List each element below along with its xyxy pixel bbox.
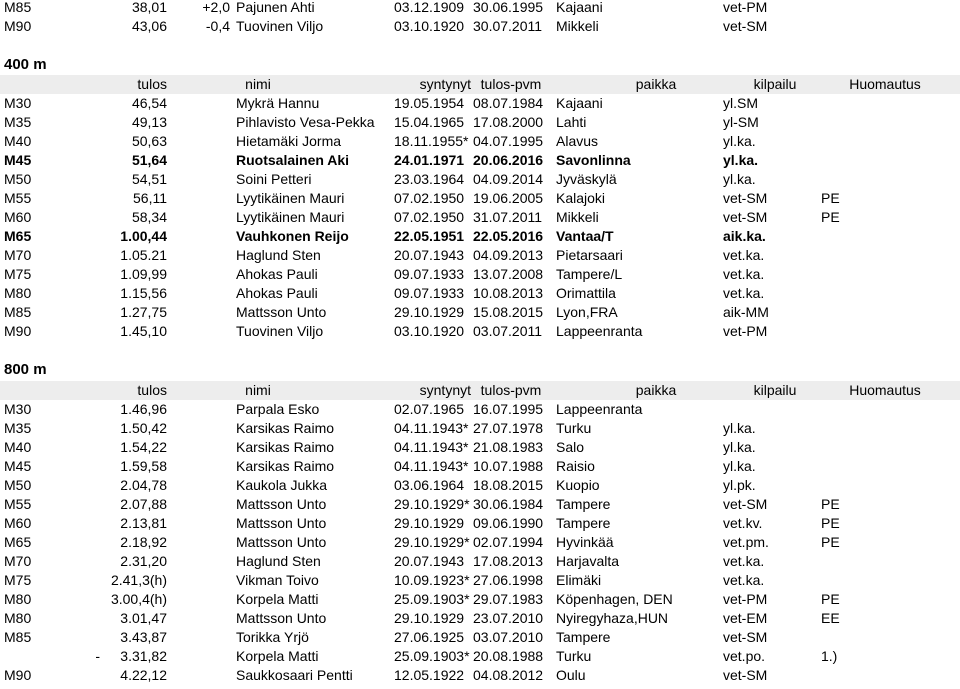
class-cell: M70 xyxy=(4,247,32,263)
class-cell: M75 xyxy=(4,572,32,588)
birthdate-cell: 20.07.1943 xyxy=(394,247,465,263)
place-cell: Elimäki xyxy=(556,572,602,588)
place-cell: Mikkeli xyxy=(556,209,599,225)
result-cell: 56,11 xyxy=(133,190,167,206)
result-date-cell: 17.08.2013 xyxy=(473,553,544,569)
birthdate-cell: 12.05.1922 xyxy=(394,667,465,683)
competition-cell: vet-SM xyxy=(723,190,768,206)
column-header-kilpailu: kilpailu xyxy=(753,76,797,92)
result-cell: 1.27,75 xyxy=(120,304,167,320)
result-date-cell: 20.08.1988 xyxy=(473,648,544,664)
result-cell: 2.13,81 xyxy=(120,515,167,531)
place-cell: Tampere xyxy=(556,496,611,512)
table-row xyxy=(0,132,960,151)
name-cell: Korpela Matti xyxy=(236,591,319,607)
table-row xyxy=(0,514,960,533)
class-cell: M75 xyxy=(4,266,32,282)
result-cell: 3.31,82 xyxy=(120,648,167,664)
class-cell: M50 xyxy=(4,171,32,187)
column-header-syntynyt: syntynyt xyxy=(419,382,471,398)
column-header-huomautus: Huomautus xyxy=(849,382,921,398)
table-row xyxy=(0,628,960,647)
table-row xyxy=(0,265,960,284)
result-cell: 1.46,96 xyxy=(120,401,167,417)
remark-cell: PE xyxy=(821,534,840,550)
class-cell: M60 xyxy=(4,515,32,531)
class-cell: M80 xyxy=(4,591,32,607)
result-cell: 3.00,4(h) xyxy=(110,591,167,607)
place-cell: Lyon,FRA xyxy=(556,304,618,320)
column-header-paikka: paikka xyxy=(635,76,677,92)
column-header-kilpailu: kilpailu xyxy=(753,382,797,398)
name-cell: Hietamäki Jorma xyxy=(236,133,342,149)
table-row xyxy=(0,495,960,514)
result-date-cell: 30.07.2011 xyxy=(473,18,543,34)
table-row xyxy=(0,227,960,246)
class-cell: M35 xyxy=(4,420,32,436)
birthdate-cell: 04.11.1943* xyxy=(394,458,469,474)
name-cell: Karsikas Raimo xyxy=(236,439,335,455)
result-date-cell: 31.07.2011 xyxy=(473,209,543,225)
result-date-cell: 20.06.2016 xyxy=(473,152,544,168)
remark-cell: 1.) xyxy=(821,648,838,664)
result-date-cell: 08.07.1984 xyxy=(473,95,544,111)
name-cell: Soini Petteri xyxy=(236,171,312,187)
place-cell: Tampere xyxy=(556,629,611,645)
birthdate-cell: 27.06.1925 xyxy=(394,629,465,645)
name-cell: Mattsson Unto xyxy=(236,610,327,626)
place-cell: Oulu xyxy=(556,667,586,683)
remark-cell: PE xyxy=(821,496,840,512)
competition-cell: yl.ka. xyxy=(723,171,756,187)
result-date-cell: 04.08.2012 xyxy=(473,667,544,683)
table-row xyxy=(0,419,960,438)
competition-cell: yl.ka. xyxy=(723,439,756,455)
competition-cell: vet.ka. xyxy=(723,572,765,588)
table-row xyxy=(0,609,960,628)
table-row xyxy=(0,303,960,322)
result-cell: 1.59,58 xyxy=(120,458,167,474)
result-cell: 54,51 xyxy=(131,171,167,187)
column-header-huomautus: Huomautus xyxy=(849,76,921,92)
result-cell: 58,34 xyxy=(131,209,167,225)
place-cell: Turku xyxy=(556,648,592,664)
competition-cell: yl-SM xyxy=(723,114,759,130)
birthdate-cell: 10.09.1923* xyxy=(394,572,470,588)
birthdate-cell: 18.11.1955* xyxy=(394,133,469,149)
name-cell: Mattsson Unto xyxy=(236,304,327,320)
result-date-cell: 29.07.1983 xyxy=(473,591,544,607)
birthdate-cell: 29.10.1929 xyxy=(394,515,465,531)
table-row xyxy=(0,151,960,170)
result-cell: 51,64 xyxy=(131,152,167,168)
column-header-nimi: nimi xyxy=(245,76,271,92)
competition-cell: vet-SM xyxy=(723,18,768,34)
result-cell: 46,54 xyxy=(131,95,167,111)
class-cell: M65 xyxy=(4,534,32,550)
remark-cell: EE xyxy=(821,610,840,626)
result-date-cell: 16.07.1995 xyxy=(473,401,544,417)
table-row xyxy=(0,666,960,685)
result-cell: 1.15,56 xyxy=(120,285,167,301)
competition-cell: yl.SM xyxy=(723,95,758,111)
class-cell: M30 xyxy=(4,95,32,111)
place-cell: Raisio xyxy=(556,458,595,474)
birthdate-cell: 09.07.1933 xyxy=(394,266,465,282)
result-cell: 1.00,44 xyxy=(120,228,167,244)
remark-cell: PE xyxy=(821,190,840,206)
class-cell: M50 xyxy=(4,477,32,493)
name-cell: Haglund Sten xyxy=(236,553,321,569)
birthdate-cell: 22.05.1951 xyxy=(394,228,465,244)
result-date-cell: 23.07.2010 xyxy=(473,610,544,626)
result-date-cell: 19.06.2005 xyxy=(473,190,544,206)
table-row xyxy=(0,476,960,495)
name-cell: Vauhkonen Reijo xyxy=(236,228,349,244)
column-header-syntynyt: syntynyt xyxy=(419,76,471,92)
birthdate-cell: 03.10.1920 xyxy=(394,323,465,339)
result-cell: 4.22,12 xyxy=(120,667,167,683)
column-header-nimi: nimi xyxy=(245,382,271,398)
result-date-cell: 04.09.2013 xyxy=(473,247,544,263)
result-cell: 2.41,3(h) xyxy=(110,572,167,588)
class-cell: M40 xyxy=(4,133,32,149)
competition-cell: vet.kv. xyxy=(723,515,763,531)
birthdate-cell: 19.05.1954 xyxy=(394,95,465,111)
competition-cell: vet-SM xyxy=(723,667,768,683)
result-cell: 1.54,22 xyxy=(120,439,167,455)
name-cell: Mattsson Unto xyxy=(236,515,327,531)
place-cell: Lappeenranta xyxy=(556,323,643,339)
remark-cell: PE xyxy=(821,515,840,531)
name-cell: Pihlavisto Vesa-Pekka xyxy=(236,114,375,130)
name-cell: Ahokas Pauli xyxy=(236,285,318,301)
name-cell: Vikman Toivo xyxy=(236,572,319,588)
competition-cell: vet-PM xyxy=(723,591,768,607)
result-cell: 1.45,10 xyxy=(120,323,167,339)
table-row xyxy=(0,189,960,208)
competition-cell: yl.ka. xyxy=(723,133,756,149)
place-cell: Hyvinkää xyxy=(556,534,614,550)
table-row xyxy=(0,17,960,36)
competition-cell: vet.ka. xyxy=(723,285,765,301)
table-row xyxy=(0,94,960,113)
name-cell: Mykrä Hannu xyxy=(236,95,320,111)
name-cell: Ruotsalainen Aki xyxy=(236,152,350,168)
result-date-cell: 02.07.1994 xyxy=(473,534,544,550)
birthdate-cell: 07.02.1950 xyxy=(394,190,465,206)
result-cell: 38,01 xyxy=(131,0,167,15)
name-cell: Lyytikäinen Mauri xyxy=(236,190,345,206)
class-cell: M45 xyxy=(4,152,32,168)
result-date-cell: 15.08.2015 xyxy=(473,304,544,320)
column-header-paikka: paikka xyxy=(635,382,677,398)
name-cell: Tuovinen Viljo xyxy=(236,323,324,339)
result-cell: 3.43,87 xyxy=(120,629,167,645)
result-date-cell: 10.07.1988 xyxy=(473,458,544,474)
result-date-cell: 21.08.1983 xyxy=(473,439,544,455)
table-row xyxy=(0,647,960,666)
place-cell: Jyväskylä xyxy=(556,171,617,187)
birthdate-cell: 20.07.1943 xyxy=(394,553,465,569)
result-cell: 1.50,42 xyxy=(120,420,167,436)
class-cell: M90 xyxy=(4,323,32,339)
place-cell: Nyiregyhaza,HUN xyxy=(556,610,669,626)
column-header-tulos-pvm: tulos-pvm xyxy=(480,382,542,398)
place-cell: Kalajoki xyxy=(556,190,606,206)
birthdate-cell: 07.02.1950 xyxy=(394,209,465,225)
birthdate-cell: 03.10.1920 xyxy=(394,18,465,34)
result-cell: 1.05.21 xyxy=(120,247,167,263)
table-row xyxy=(0,113,960,132)
result-cell: 2.18,92 xyxy=(120,534,167,550)
table-row xyxy=(0,571,960,590)
competition-cell: yl.pk. xyxy=(723,477,756,493)
class-cell: M90 xyxy=(4,18,32,34)
name-cell: Karsikas Raimo xyxy=(236,458,335,474)
class-cell: M85 xyxy=(4,0,32,15)
class-cell: M60 xyxy=(4,209,32,225)
place-cell: Salo xyxy=(556,439,585,455)
competition-cell: aik-MM xyxy=(723,304,769,320)
table-row xyxy=(0,457,960,476)
competition-cell: vet-SM xyxy=(723,496,768,512)
birthdate-cell: 29.10.1929* xyxy=(394,496,470,512)
place-cell: Mikkeli xyxy=(556,18,599,34)
place-cell: Kuopio xyxy=(556,477,600,493)
place-cell: Pietarsaari xyxy=(556,247,623,263)
result-date-cell: 18.08.2015 xyxy=(473,477,544,493)
competition-cell: aik.ka. xyxy=(723,228,766,244)
table-row xyxy=(0,208,960,227)
table-row xyxy=(0,590,960,609)
place-cell: Kajaani xyxy=(556,0,603,15)
birthdate-cell: 25.09.1903* xyxy=(394,591,470,607)
competition-cell: vet-EM xyxy=(723,610,768,626)
remark-cell: PE xyxy=(821,591,840,607)
name-cell: Mattsson Unto xyxy=(236,496,327,512)
class-cell: M55 xyxy=(4,496,32,512)
class-cell: M90 xyxy=(4,667,32,683)
competition-cell: vet.ka. xyxy=(723,266,765,282)
birthdate-cell: 09.07.1933 xyxy=(394,285,465,301)
birthdate-cell: 29.10.1929 xyxy=(394,304,465,320)
result-date-cell: 30.06.1984 xyxy=(473,496,544,512)
remark-cell: PE xyxy=(821,209,840,225)
competition-cell: vet-SM xyxy=(723,209,768,225)
result-cell: 2.04,78 xyxy=(120,477,167,493)
competition-cell: vet-PM xyxy=(723,323,768,339)
result-cell: 2.07,88 xyxy=(120,496,167,512)
class-cell: M85 xyxy=(4,304,32,320)
result-date-cell: 10.08.2013 xyxy=(473,285,544,301)
table-row xyxy=(0,533,960,552)
result-date-cell: 03.07.2011 xyxy=(473,323,543,339)
result-cell: 50,63 xyxy=(131,133,167,149)
competition-cell: vet.po. xyxy=(723,648,766,664)
column-header-tulos: tulos xyxy=(137,382,167,398)
birthdate-cell: 15.04.1965 xyxy=(394,114,465,130)
competition-cell: vet.ka. xyxy=(723,553,765,569)
place-cell: Harjavalta xyxy=(556,553,620,569)
name-cell: Torikka Yrjö xyxy=(236,629,309,645)
name-cell: Haglund Sten xyxy=(236,247,321,263)
table-row xyxy=(0,400,960,419)
result-date-cell: 09.06.1990 xyxy=(473,515,544,531)
birthdate-cell: 23.03.1964 xyxy=(394,171,465,187)
class-cell: M55 xyxy=(4,190,32,206)
result-date-cell: 13.07.2008 xyxy=(473,266,544,282)
name-cell: Saukkosaari Pentti xyxy=(236,667,353,683)
class-cell: M30 xyxy=(4,401,32,417)
place-cell: Vantaa/T xyxy=(556,228,614,244)
column-header-tulos-pvm: tulos-pvm xyxy=(480,76,542,92)
competition-cell: yl.ka. xyxy=(723,420,756,436)
place-cell: Tampere xyxy=(556,515,611,531)
birthdate-cell: 29.10.1929 xyxy=(394,610,465,626)
place-cell: Lahti xyxy=(556,114,587,130)
birthdate-cell: 24.01.1971 xyxy=(394,152,465,168)
result-date-cell: 27.07.1978 xyxy=(473,420,544,436)
table-row xyxy=(0,246,960,265)
place-cell: Orimattila xyxy=(556,285,616,301)
table-row xyxy=(0,552,960,571)
birthdate-cell: 25.09.1903* xyxy=(394,648,470,664)
class-cell: M80 xyxy=(4,610,32,626)
birthdate-cell: 02.07.1965 xyxy=(394,401,465,417)
name-cell: Kaukola Jukka xyxy=(236,477,328,493)
result-cell: 3.01,47 xyxy=(120,610,167,626)
result-date-cell: 27.06.1998 xyxy=(473,572,544,588)
place-cell: Alavus xyxy=(556,133,599,149)
name-cell: Tuovinen Viljo xyxy=(236,18,324,34)
competition-cell: vet-PM xyxy=(723,0,768,15)
table-row xyxy=(0,438,960,457)
section-title: 800 m xyxy=(4,361,47,378)
section-title: 400 m xyxy=(4,56,47,73)
result-date-cell: 30.06.1995 xyxy=(473,0,544,15)
birthdate-cell: 29.10.1929* xyxy=(394,534,470,550)
place-cell: Lappeenranta xyxy=(556,401,643,417)
competition-cell: vet-SM xyxy=(723,629,768,645)
class-cell: M45 xyxy=(4,458,32,474)
class-cell: M80 xyxy=(4,285,32,301)
name-cell: Mattsson Unto xyxy=(236,534,327,550)
name-cell: Korpela Matti xyxy=(236,648,319,664)
place-cell: Turku xyxy=(556,420,592,436)
table-row xyxy=(0,284,960,303)
table-row xyxy=(0,322,960,341)
class-cell: M70 xyxy=(4,553,32,569)
place-cell: Kajaani xyxy=(556,95,603,111)
class-cell: M65 xyxy=(4,228,32,244)
table-header xyxy=(0,75,960,94)
result-cell: 43,06 xyxy=(131,18,167,34)
class-cell: M40 xyxy=(4,439,32,455)
wind-cell: +2,0 xyxy=(202,0,230,15)
competition-cell: yl.ka. xyxy=(723,152,759,168)
birthdate-cell: 04.11.1943* xyxy=(394,420,469,436)
table-row xyxy=(0,170,960,189)
table-row xyxy=(0,0,960,17)
name-cell: Lyytikäinen Mauri xyxy=(236,209,345,225)
result-date-cell: 03.07.2010 xyxy=(473,629,544,645)
class-cell: - xyxy=(95,648,100,664)
name-cell: Ahokas Pauli xyxy=(236,266,318,282)
class-cell: M35 xyxy=(4,114,32,130)
result-cell: 2.31,20 xyxy=(120,553,167,569)
birthdate-cell: 03.12.1909 xyxy=(394,0,465,15)
name-cell: Karsikas Raimo xyxy=(236,420,335,436)
table-header xyxy=(0,381,960,400)
result-date-cell: 04.07.1995 xyxy=(473,133,544,149)
competition-cell: yl.ka. xyxy=(723,458,756,474)
birthdate-cell: 04.11.1943* xyxy=(394,439,469,455)
result-date-cell: 22.05.2016 xyxy=(473,228,544,244)
competition-cell: vet.pm. xyxy=(723,534,769,550)
result-date-cell: 17.08.2000 xyxy=(473,114,544,130)
place-cell: Savonlinna xyxy=(556,152,631,168)
result-date-cell: 04.09.2014 xyxy=(473,171,544,187)
name-cell: Parpala Esko xyxy=(236,401,320,417)
result-cell: 1.09,99 xyxy=(120,266,167,282)
class-cell: M85 xyxy=(4,629,32,645)
place-cell: Tampere/L xyxy=(556,266,623,282)
place-cell: Köpenhagen, DEN xyxy=(556,591,673,607)
wind-cell: -0,4 xyxy=(205,18,230,34)
competition-cell: vet.ka. xyxy=(723,247,765,263)
birthdate-cell: 03.06.1964 xyxy=(394,477,465,493)
column-header-tulos: tulos xyxy=(137,76,167,92)
name-cell: Pajunen Ahti xyxy=(236,0,315,15)
result-cell: 49,13 xyxy=(131,114,167,130)
